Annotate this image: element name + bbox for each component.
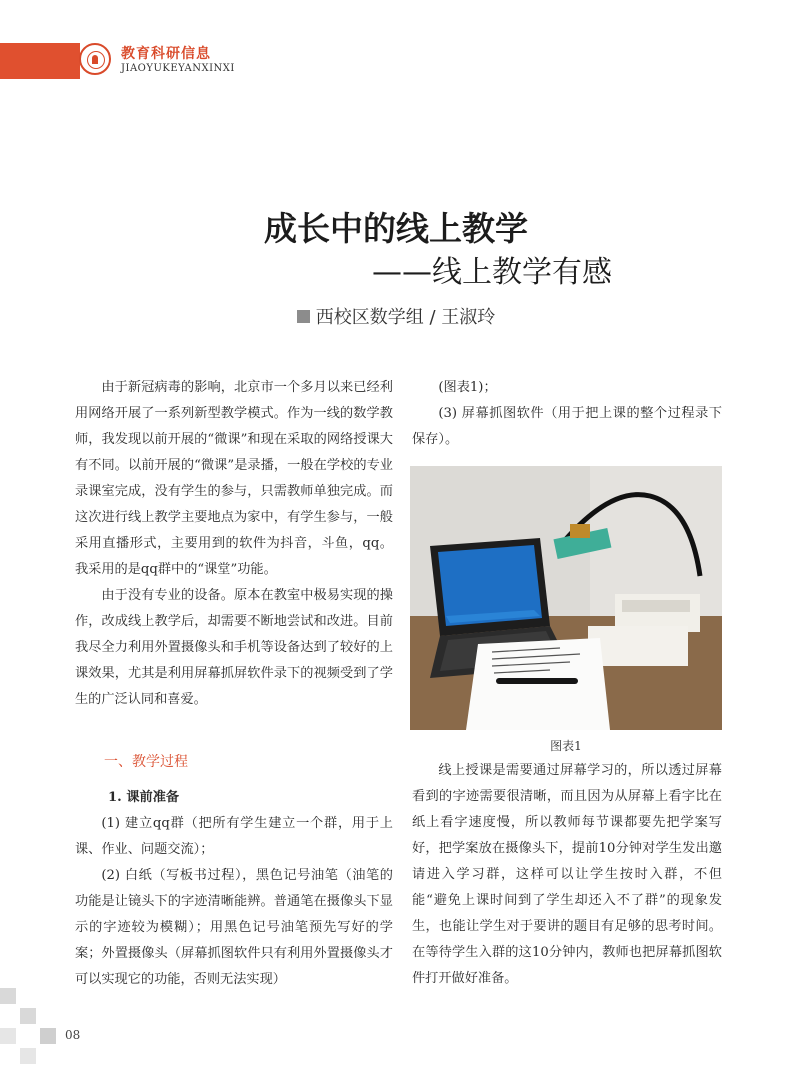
square-bullet-icon: [297, 310, 310, 323]
paragraph: 线上授课是需要通过屏幕学习的，所以透过屏幕看到的字迹需要很清晰，而且因为从屏幕上看字比在纸上看字速度慢，所以教师每节课都要先把学案写好，把学案放在摄像头下，提前10分钟对学生发出邀请进入学习群，这样可以让学生按时入群，不但能“避免上课时间到了学生却还入不了群”的现象发生，也能让学生对于要讲的题目有足够的思考时间。在等待学生入群的这10分钟内，教师也把屏幕抓图软件打开做好准备。: [412, 763, 722, 986]
list-item: (1) 建立qq群（把所有学生建立一个群，用于上课、作业、问题交流）；: [75, 816, 393, 857]
article-author: [0, 303, 792, 329]
header-accent-bar: [0, 43, 80, 79]
journal-logo-icon: [79, 43, 111, 75]
paragraph: 由于没有专业的设备。原本在教室中极易实现的操作，改成线上教学后，却需要不断地尝试和改进。目前我尽全力利用外置摄像头和手机等设备达到了较好的上课效果，尤其是利用屏幕抓屏软件录下的视频受到了学生的广泛认同和喜爱。: [75, 588, 393, 707]
list-item: (3) 屏幕抓图软件（用于把上课的整个过程录下保存）。: [412, 406, 722, 447]
paragraph: 由于新冠病毒的影响，北京市一个多月以来已经利用网络开展了一系列新型教学模式。作为一线的数学教师，我发现以前开展的“微课”和现在采取的网络授课大有不同。以前开展的“微课”是录播，一般在学校的专业录课室完成，没有学生的参与，只需教师单独完成。而这次进行线上教学主要地点为家中，有学生参与，一般采用直播形式，主要用到的软件为抖音，斗鱼，qq。我采用的是qq群中的“课堂”功能。: [75, 380, 393, 577]
page-number: 08: [65, 1028, 81, 1042]
journal-name-cn: 教育科研信息: [121, 46, 211, 62]
sub-heading: 1. 课前准备: [108, 790, 180, 805]
section-heading: 一、教学过程: [104, 754, 188, 770]
laptop-camera-setup-image: [410, 466, 722, 730]
decorative-square: [40, 1028, 56, 1044]
article-subtitle: ——线上教学有感: [372, 255, 612, 290]
list-item: (2) 白纸（写板书过程），黑色记号油笔（油笔的功能是让镜头下的字迹清晰能辨。普通笔在摄像头下显示的字迹较为模糊）；用黑色记号油笔预先写好的学案；外置摄像头（屏幕抓图软件只有利用外置摄像头才可以实现它的功能，否则无法实现）: [75, 868, 393, 987]
paragraph: (图表1)；: [438, 380, 497, 395]
journal-name-en: JIAOYUKEYANXINXI: [121, 63, 235, 74]
article-title: 成长中的线上教学: [264, 209, 528, 248]
author-text: 西校区数学组 / 王淑玲: [315, 307, 496, 328]
decorative-square: [0, 988, 16, 1004]
left-column-list: [75, 811, 393, 993]
right-column-body: [412, 758, 722, 992]
figure-caption: 图表1: [550, 739, 582, 753]
decorative-square: [20, 1008, 36, 1024]
right-column-top: [412, 375, 722, 453]
figure-photo: [410, 466, 722, 730]
left-column-intro: [75, 375, 393, 713]
decorative-square: [20, 1048, 36, 1064]
decorative-square: [0, 1028, 16, 1044]
